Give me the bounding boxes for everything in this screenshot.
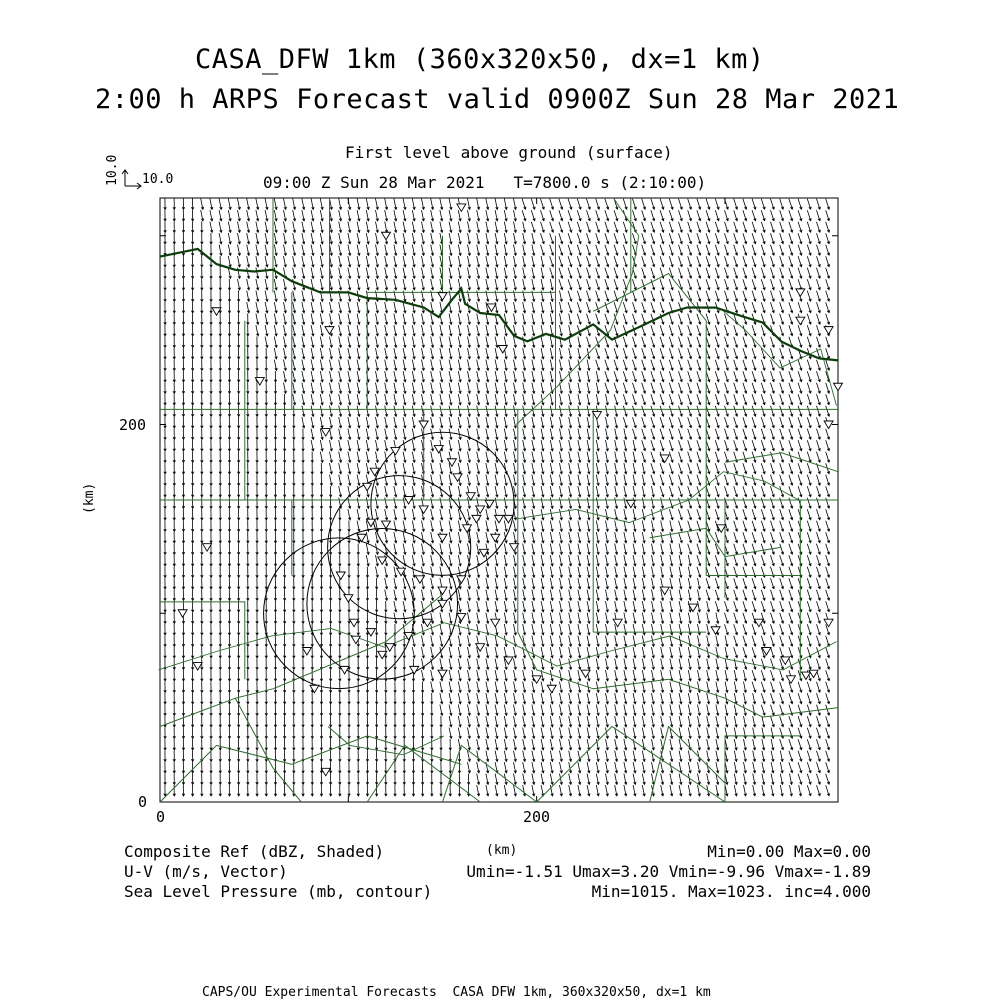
station-marker — [786, 676, 795, 684]
x-axis-label: (km) — [486, 843, 518, 858]
station-marker — [325, 327, 334, 335]
station-marker — [321, 429, 330, 437]
x-tick-200: 200 — [523, 808, 551, 826]
station-marker — [415, 576, 424, 584]
station-marker — [457, 614, 466, 622]
station-marker — [824, 327, 833, 335]
station-marker — [547, 685, 556, 693]
station-marker — [491, 619, 500, 627]
station-markers — [178, 204, 842, 776]
station-marker — [453, 474, 462, 482]
station-marker — [796, 317, 805, 325]
footer-credit: CAPS/OU Experimental Forecasts CASA DFW 1km, 360x320x50, dx=1 km — [202, 985, 711, 1000]
vector-key-horizontal-label: 10.0 — [142, 172, 174, 187]
station-marker — [592, 412, 601, 420]
station-marker — [193, 663, 202, 671]
station-marker — [495, 515, 504, 523]
station-marker — [487, 304, 496, 312]
station-marker — [382, 232, 391, 240]
county-line — [160, 689, 273, 727]
y-tick-0: 0 — [138, 793, 148, 811]
station-marker — [438, 587, 447, 595]
station-marker — [203, 544, 212, 552]
time-subtitle: 09:00 Z Sun 28 Mar 2021 T=7800.0 s (2:10:00) — [263, 173, 707, 192]
county-line — [367, 745, 480, 802]
station-marker — [447, 459, 456, 467]
station-marker — [824, 619, 833, 627]
station-marker — [302, 648, 311, 656]
station-marker — [824, 421, 833, 429]
station-marker — [438, 670, 447, 678]
station-marker — [321, 768, 330, 776]
station-marker — [391, 447, 400, 455]
station-marker — [310, 685, 319, 693]
station-marker — [385, 644, 394, 652]
station-marker — [438, 293, 447, 301]
vector-key-arrows — [122, 170, 141, 189]
legend-wind-label: U-V (m/s, Vector) — [124, 862, 288, 881]
station-marker — [781, 657, 790, 665]
station-marker — [809, 670, 818, 678]
station-marker — [834, 383, 843, 391]
legend-composite-ref-stats: Min=0.00 Max=0.00 — [707, 842, 871, 861]
county-line — [537, 727, 725, 803]
station-marker — [336, 572, 345, 580]
station-marker — [349, 619, 358, 627]
station-marker — [660, 455, 669, 463]
county-line — [160, 736, 461, 802]
legend-pressure-stats: Min=1015. Max=1023. inc=4.000 — [591, 882, 871, 901]
legend-pressure-label: Sea Level Pressure (mb, contour) — [124, 882, 433, 901]
county-line — [725, 736, 800, 802]
vector-key-vertical-label: 10.0 — [105, 154, 120, 186]
station-marker — [438, 534, 447, 542]
station-marker — [613, 619, 622, 627]
legend-composite-ref-label: Composite Ref (dBZ, Shaded) — [124, 842, 385, 861]
level-subtitle: First level above ground (surface) — [345, 143, 673, 162]
title-line-2: 2:00 h ARPS Forecast valid 0900Z Sun 28 Mar 2021 — [95, 84, 900, 115]
y-tick-200: 200 — [119, 416, 147, 434]
wind-vectors — [164, 199, 830, 797]
county-line — [725, 698, 838, 717]
county-line — [593, 274, 706, 321]
station-marker — [351, 636, 360, 644]
y-axis-label: (km) — [82, 482, 97, 514]
station-marker — [498, 346, 507, 354]
station-marker — [423, 619, 432, 627]
station-marker — [419, 421, 428, 429]
station-marker — [378, 557, 387, 565]
station-marker — [363, 483, 372, 491]
station-marker — [796, 289, 805, 297]
county-line — [235, 698, 301, 802]
wind-vector-field — [164, 199, 830, 797]
vector-key — [122, 170, 141, 189]
station-marker — [419, 506, 428, 514]
x-tick-0: 0 — [156, 808, 166, 826]
station-marker — [510, 544, 519, 552]
station-marker — [178, 610, 187, 618]
river — [516, 472, 799, 523]
legend-wind-stats: Umin=-1.51 Umax=3.20 Vmin=-9.96 Vmax=-1.89 — [466, 862, 871, 881]
station-marker — [340, 666, 349, 674]
title-line-1: CASA_DFW 1km (360x320x50, dx=1 km) — [195, 44, 765, 75]
station-marker — [382, 521, 391, 529]
